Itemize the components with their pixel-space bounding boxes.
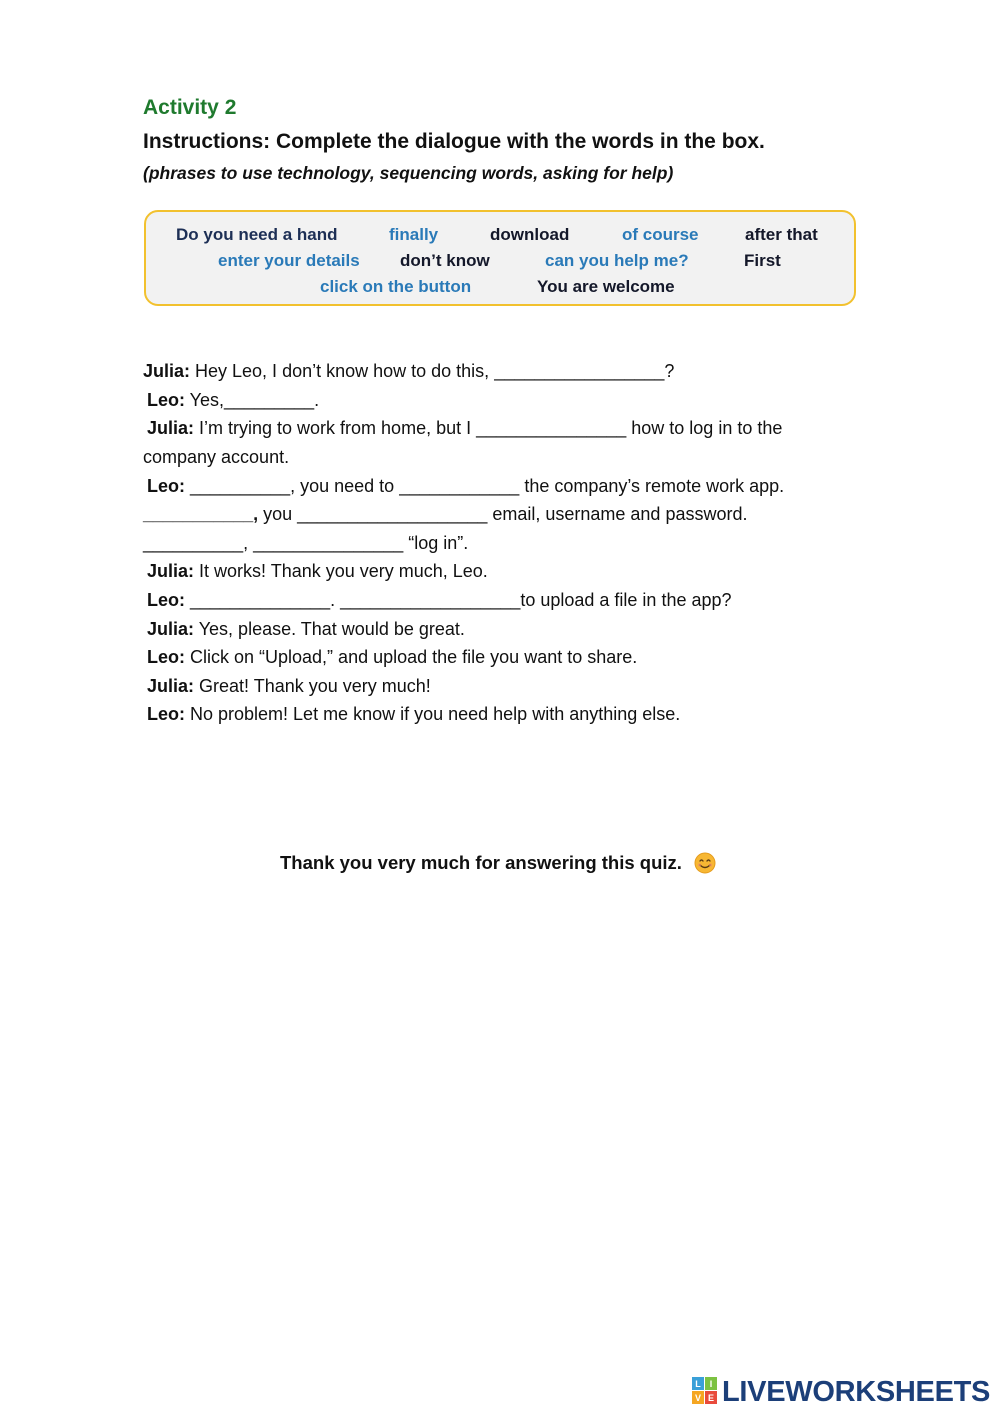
dialogue-text: Yes,_________. <box>185 390 320 410</box>
word-chip: don’t know <box>400 251 490 270</box>
word-chip: download <box>490 225 570 244</box>
dialogue-text: ______________. __________________to upload a file in the app? <box>185 590 732 610</box>
dialogue-text: Hey Leo, I don’t know how to do this, _________________? <box>190 361 675 381</box>
logo-blocks-icon <box>692 1377 718 1405</box>
dialogue-line <box>147 676 431 697</box>
dialogue-line <box>143 361 674 382</box>
instructions-subtitle: (phrases to use technology, sequencing words, asking for help) <box>143 163 674 183</box>
speaker-label: Leo: <box>147 704 185 724</box>
speaker-label: Julia: <box>147 619 195 639</box>
dialogue-text: Yes, please. That would be great. <box>194 619 465 639</box>
dialogue-line <box>143 447 289 468</box>
dialogue-text: No problem! Let me know if you need help with anything else. <box>185 704 681 724</box>
word-chip: finally <box>389 225 439 244</box>
word-chip: Do you need a hand <box>176 225 338 244</box>
svg-text:L: L <box>695 1379 701 1389</box>
speaker-label: Leo: <box>147 647 185 667</box>
dialogue-text: Click on “Upload,” and upload the file you want to share. <box>185 647 638 667</box>
dialogue-line <box>147 476 784 497</box>
dialogue-line <box>147 619 465 640</box>
word-chip: click on the button <box>320 277 472 296</box>
dialogue-line <box>147 561 488 582</box>
word-chip: after that <box>745 225 818 244</box>
speaker-label: Julia: <box>147 561 195 581</box>
word-chip: You are welcome <box>537 277 675 296</box>
speaker-label: Leo: <box>147 390 185 410</box>
dialogue-line <box>147 418 782 439</box>
word-chip: enter your details <box>218 251 360 270</box>
svg-text:E: E <box>707 1393 715 1403</box>
word-chip: of course <box>622 225 699 244</box>
thank-you-message: Thank you very much for answering this quiz. <box>280 852 682 873</box>
dialogue-line <box>147 390 319 411</box>
speaker-label: Julia: <box>147 418 195 438</box>
dialogue-text: you ___________________ email, username and password. <box>258 504 748 524</box>
word-chip: can you help me? <box>545 251 689 270</box>
dialogue-text: __________, you need to ____________ the company’s remote work app. <box>185 476 785 496</box>
dialogue-text: It works! Thank you very much, Leo. <box>194 561 488 581</box>
dialogue-line <box>143 504 747 525</box>
dialogue-blank: ___________, <box>143 504 259 524</box>
smiley-face-icon <box>694 852 716 874</box>
dialogue-line <box>143 533 468 554</box>
word-box <box>144 210 856 306</box>
activity-title: Activity 2 <box>143 96 237 119</box>
dialogue-text: __________, _______________ “log in”. <box>143 533 469 553</box>
dialogue-line <box>147 704 680 725</box>
speaker-label: Julia: <box>147 676 195 696</box>
dialogue-text: company account. <box>143 447 290 467</box>
dialogue-text: Great! Thank you very much! <box>194 676 431 696</box>
dialogue-line <box>147 590 732 611</box>
word-chip: First <box>744 251 781 270</box>
speaker-label: Leo: <box>147 590 185 610</box>
speaker-label: Julia: <box>143 361 191 381</box>
instructions-heading: Instructions: Complete the dialogue with the words in the box. <box>143 130 765 153</box>
svg-text:V: V <box>694 1393 702 1403</box>
logo-text: LIVEWORKSHEETS <box>722 1376 991 1408</box>
svg-text:I: I <box>709 1379 713 1389</box>
dialogue-line <box>147 647 637 668</box>
dialogue-text: I’m trying to work from home, but I _______________ how to log in to the <box>194 418 783 438</box>
speaker-label: Leo: <box>147 476 185 496</box>
